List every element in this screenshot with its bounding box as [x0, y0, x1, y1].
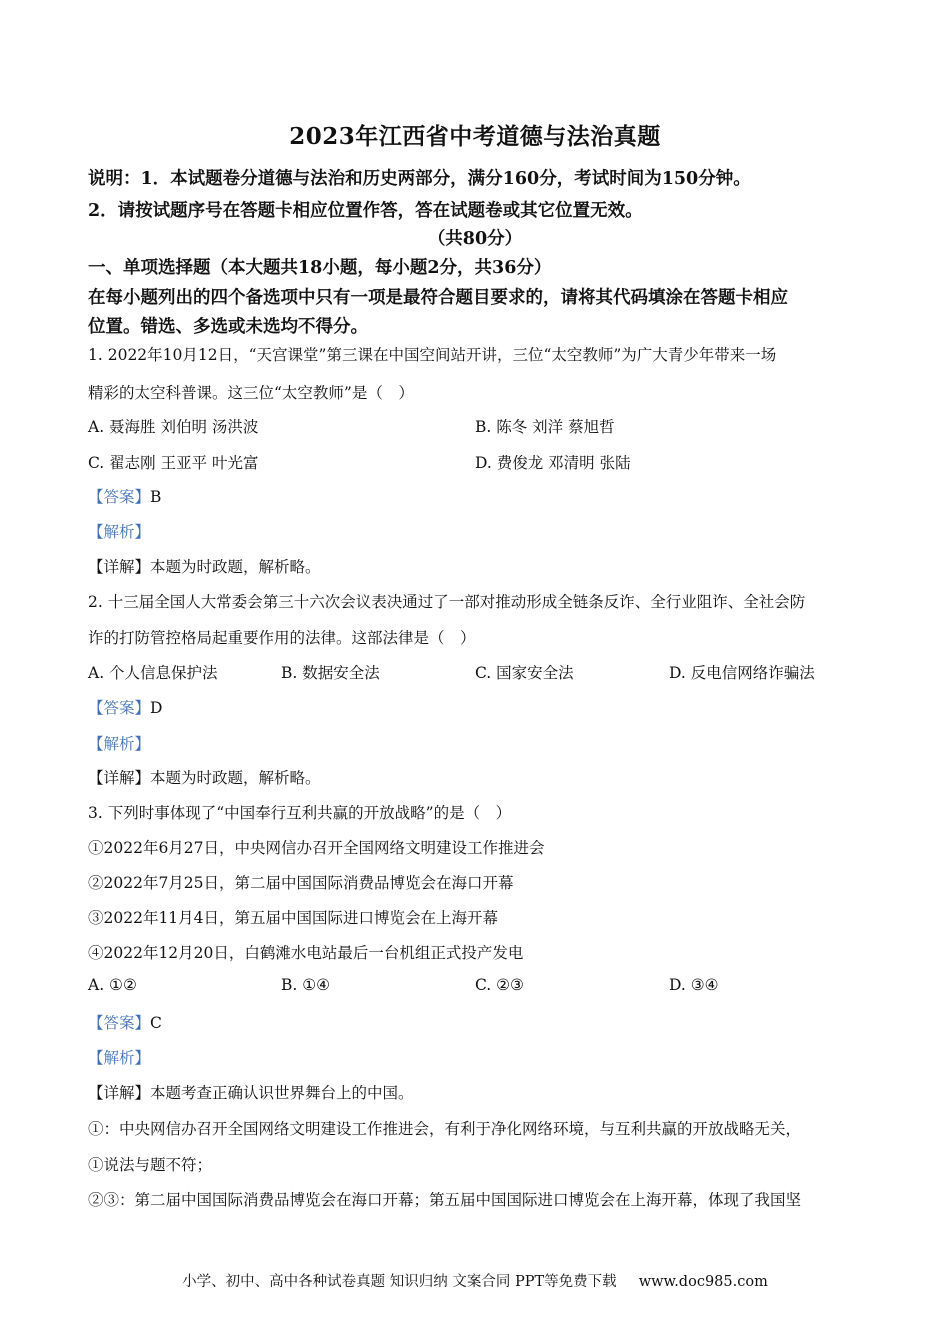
- section-desc-line-1: 在每小题列出的四个备选项中只有一项是最符合题目要求的，请将其代码填涂在答题卡相应: [88, 288, 788, 308]
- instructions-line-2: 2．请按试题序号在答题卡相应位置作答，答在试题卷或其它位置无效。: [88, 201, 643, 221]
- answer-label: 【答案】: [88, 488, 151, 506]
- q3-detail: [88, 1081, 868, 1103]
- q2-answer-value: D: [150, 699, 163, 717]
- page-footer: [0, 1270, 950, 1291]
- analysis-label: 【解析】: [88, 1049, 151, 1067]
- q3-detail-text: 本题考查正确认识世界舞台上的中国。: [150, 1084, 414, 1102]
- q1-option-c: C. 翟志刚 王亚平 叶光富: [88, 454, 259, 472]
- q1-answer: [88, 485, 868, 507]
- q3-explain-line-3: ②③：第二届中国国际消费品博览会在海口开幕；第五届中国国际进口博览会在上海开幕，体现了我国坚: [88, 1191, 802, 1209]
- q1-option-b: B. 陈冬 刘洋 蔡旭哲: [475, 418, 615, 436]
- q1-option-a: A. 聂海胜 刘伯明 汤洪波: [88, 418, 259, 436]
- section-heading: 一、单项选择题（本大题共18小题，每小题2分，共36分）: [88, 258, 552, 278]
- q2-stem-line-1: 2. 十三届全国人大常委会第三十六次会议表决通过了一部对推动形成全链条反诈、全行业阻诈、全社会防: [88, 593, 806, 611]
- q2-answer: [88, 696, 868, 718]
- q1-analysis: [88, 520, 868, 542]
- q3-item-1: ①2022年6月27日，中央网信办召开全国网络文明建设工作推进会: [88, 839, 545, 857]
- q2-option-c: C. 国家安全法: [475, 664, 574, 682]
- section-desc-line-2: 位置。错选、多选或未选均不得分。: [88, 317, 368, 337]
- q2-option-b: B. 数据安全法: [281, 664, 380, 682]
- q3-explain-line-1: ①：中央网信办召开全国网络文明建设工作推进会，有利于净化网络环境，与互利共赢的开放战略无关，: [88, 1120, 802, 1138]
- q3-explain-line-2: ①说法与题不符；: [88, 1156, 213, 1174]
- q3-stem: 3. 下列时事体现了“中国奉行互利共赢的开放战略”的是（ ）: [88, 804, 512, 822]
- detail-label: 【详解】: [88, 769, 151, 787]
- footer-url[interactable]: www.doc985.com: [638, 1274, 768, 1290]
- footer-text: 小学、初中、高中各种试卷真题 知识归纳 文案合同 PPT等免费下载: [182, 1274, 617, 1290]
- q3-option-d: D. ③④: [669, 976, 719, 994]
- q3-option-a: A. ①②: [88, 976, 137, 994]
- section-score: （共80分）: [427, 229, 523, 249]
- analysis-label: 【解析】: [88, 523, 151, 541]
- q2-option-d: D. 反电信网络诈骗法: [669, 664, 815, 682]
- q2-option-a: A. 个人信息保护法: [88, 664, 218, 682]
- q2-detail: [88, 766, 868, 788]
- q1-detail-text: 本题为时政题，解析略。: [150, 558, 321, 576]
- q3-option-c: C. ②③: [475, 976, 524, 994]
- q1-option-d: D. 费俊龙 邓清明 张陆: [475, 454, 631, 472]
- answer-label: 【答案】: [88, 699, 151, 717]
- page-title: 2023年江西省中考道德与法治真题: [289, 123, 661, 150]
- q3-analysis: [88, 1046, 868, 1068]
- detail-label: 【详解】: [88, 558, 151, 576]
- analysis-label: 【解析】: [88, 735, 151, 753]
- q1-answer-value: B: [150, 488, 162, 506]
- q3-item-2: ②2022年7月25日，第二届中国国际消费品博览会在海口开幕: [88, 874, 514, 892]
- q3-option-b: B. ①④: [281, 976, 331, 994]
- answer-label: 【答案】: [88, 1014, 151, 1032]
- q3-answer-value: C: [150, 1014, 162, 1032]
- q1-stem-line-2: 精彩的太空科普课。这三位“太空教师”是（ ）: [88, 384, 414, 402]
- q2-stem-line-2: 诈的打防管控格局起重要作用的法律。这部法律是（ ）: [88, 629, 476, 647]
- instructions-line-1: 说明：1．本试题卷分道德与法治和历史两部分，满分160分，考试时间为150分钟。: [88, 169, 751, 189]
- q3-answer: [88, 1011, 868, 1033]
- q2-detail-text: 本题为时政题，解析略。: [150, 769, 321, 787]
- q1-stem-line-1: 1. 2022年10月12日，“天宫课堂”第三课在中国空间站开讲，三位“太空教师”为广大青少年带来一场: [88, 346, 777, 364]
- detail-label: 【详解】: [88, 1084, 151, 1102]
- q3-item-4: ④2022年12月20日，白鹤滩水电站最后一台机组正式投产发电: [88, 944, 524, 962]
- q2-analysis: [88, 732, 868, 754]
- q3-item-3: ③2022年11月4日，第五届中国国际进口博览会在上海开幕: [88, 909, 499, 927]
- q1-detail: [88, 555, 868, 577]
